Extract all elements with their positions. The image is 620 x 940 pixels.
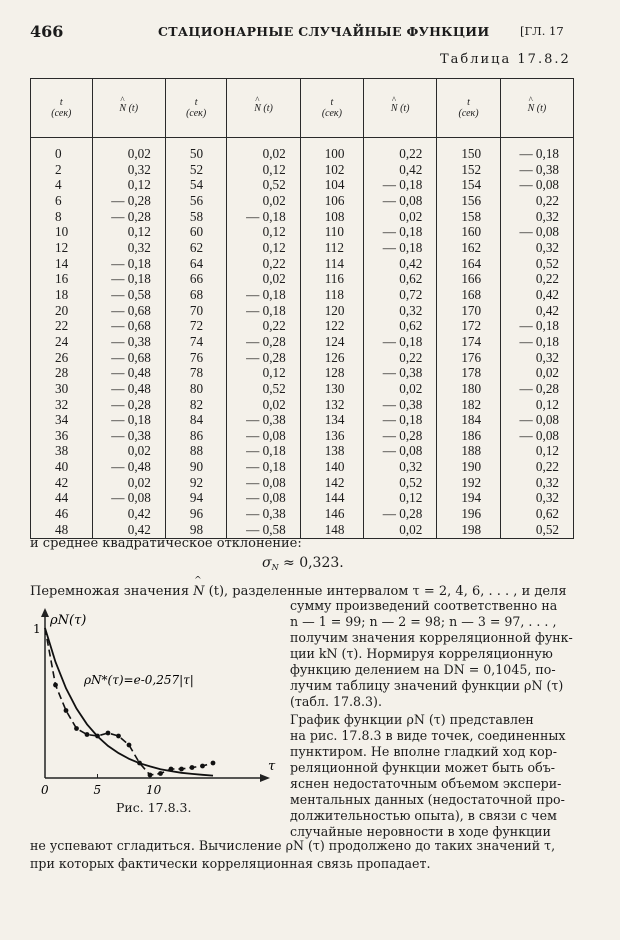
n-cell: — 0,18 — [519, 318, 559, 334]
data-point — [148, 773, 153, 778]
t-cell: 82 — [189, 396, 204, 412]
t-cell: 36 — [55, 427, 69, 443]
x-axis-arrow-icon — [260, 774, 270, 782]
t-cell: 84 — [189, 412, 204, 428]
data-point — [53, 683, 58, 688]
n-cell: — 0,28 — [111, 208, 151, 224]
t-cell: 90 — [189, 459, 204, 475]
n-cell: 0,12 — [262, 365, 286, 381]
n-cell: — 0,38 — [382, 396, 423, 412]
n-cell: — 0,18 — [519, 146, 559, 161]
t-cell: 96 — [189, 506, 204, 522]
n-cell: 0,02 — [127, 443, 151, 459]
t-cell: 130 — [324, 380, 345, 396]
n-cell: — 0,18 — [382, 239, 423, 255]
text-line-multiply: Перемножая значения ^ N (t), разделенные интервалом τ = 2, 4, 6, . . . , и деля — [30, 584, 567, 599]
table-body-row — [31, 138, 574, 539]
y-tick-label: 1 — [33, 622, 41, 636]
y-axis-label: ρN(τ) — [50, 613, 87, 628]
t-cell: 50 — [189, 146, 204, 161]
t-cell: 88 — [189, 443, 204, 459]
t-cell: 188 — [461, 443, 482, 459]
t-cell: 100 — [324, 146, 345, 161]
col-n-symbol: ^ N (t) — [391, 103, 410, 114]
n-cell: — 0,28 — [246, 349, 286, 365]
n-cell: — 0,28 — [519, 380, 559, 396]
col-header-t — [437, 79, 500, 138]
sigma-symbol: σ — [262, 555, 272, 571]
formula-label: ρN*(τ)=e-0,257|τ| — [84, 673, 194, 687]
t-cell: 46 — [55, 506, 69, 522]
n-cell: — 0,18 — [246, 208, 286, 224]
n-cell: 0,12 — [535, 396, 559, 412]
table-label: Таблица 17.8.2 — [440, 52, 571, 67]
t-cell: 112 — [324, 239, 344, 255]
t-cell: 154 — [461, 177, 482, 193]
n-cell: — 0,38 — [246, 412, 286, 428]
t-cell: 58 — [189, 208, 204, 224]
n-cell: 0,62 — [399, 318, 423, 334]
n-cell: — 0,48 — [111, 380, 151, 396]
t-cell: 182 — [461, 396, 482, 412]
t-cell: 198 — [461, 521, 482, 537]
n-cell: — 0,18 — [519, 333, 559, 349]
n-cell: — 0,08 — [519, 224, 559, 240]
n-cell: — 0,18 — [246, 443, 286, 459]
n-cell: — 0,28 — [111, 192, 151, 208]
t-cell: 170 — [461, 302, 482, 318]
n-cell: 0,42 — [399, 255, 423, 271]
t-cell: 144 — [324, 490, 345, 506]
n-cell: 0,32 — [127, 161, 151, 177]
t-cell: 114 — [324, 255, 344, 271]
col-header-n — [92, 79, 165, 138]
t-cell: 20 — [55, 302, 69, 318]
col-header-t — [165, 79, 227, 138]
t-cell: 174 — [461, 333, 482, 349]
n-cell: — 0,18 — [111, 271, 151, 287]
n-cell: 0,02 — [262, 396, 286, 412]
n-cell: 0,12 — [262, 161, 286, 177]
figure-17-8-3 — [30, 608, 280, 802]
n-cell: 0,32 — [535, 239, 559, 255]
col-n-symbol: ^ N (t) — [528, 103, 547, 114]
n-cell: — 0,28 — [382, 427, 423, 443]
t-cell: 194 — [461, 490, 482, 506]
n-cell: 0,42 — [399, 161, 423, 177]
data-point — [106, 731, 111, 736]
n-cell: 0,02 — [399, 208, 423, 224]
n-cell: — 0,18 — [246, 286, 286, 302]
col-header-n — [500, 79, 573, 138]
t-cell: 160 — [461, 224, 482, 240]
n-cell: 0,42 — [535, 302, 559, 318]
n-cell: — 0,68 — [111, 302, 151, 318]
data-point — [190, 765, 195, 770]
n-cell: — 0,58 — [246, 521, 286, 537]
right-text-line: лучим таблицу значений функции ρN (τ) — [290, 678, 564, 693]
right-text-line: (табл. 17.8.3). — [290, 694, 382, 709]
t-cell: 132 — [324, 396, 345, 412]
n-cell: 0,52 — [399, 474, 423, 490]
n-cell: — 0,28 — [246, 333, 286, 349]
n-column — [92, 138, 165, 539]
t-cell: 102 — [324, 161, 345, 177]
figure-caption: Рис. 17.8.3. — [116, 800, 192, 815]
n-cell: 0,52 — [535, 521, 559, 537]
n-cell: 0,32 — [127, 239, 151, 255]
t-cell: 48 — [55, 521, 69, 537]
data-point — [200, 764, 205, 769]
t-cell: 42 — [55, 474, 69, 490]
t-cell: 4 — [55, 177, 62, 193]
n-cell: 0,12 — [127, 224, 151, 240]
t-cell: 80 — [189, 380, 204, 396]
t-cell: 66 — [189, 271, 204, 287]
t-cell: 110 — [324, 224, 344, 240]
correlation-chart — [30, 608, 280, 798]
right-text-line: функцию делением на DN = 0,1045, по- — [290, 662, 556, 677]
text-span-b: (t), разделенные интервалом τ = 2, 4, 6, . . . , и деля — [208, 584, 567, 599]
running-title: СТАЦИОНАРНЫЕ СЛУЧАЙНЫЕ ФУНКЦИИ — [158, 24, 490, 39]
data-point — [137, 761, 142, 766]
x-axis-label: τ — [268, 759, 276, 774]
t-cell: 6 — [55, 192, 62, 208]
col-t-symbol: t — [59, 97, 63, 108]
t-cell: 28 — [55, 365, 69, 381]
n-cell: — 0,58 — [111, 286, 151, 302]
bottom-text-line: при которых фактически корреляционная связь пропадает. — [30, 856, 431, 871]
t-cell: 52 — [189, 161, 204, 177]
right-text-line: случайные неровности в ходе функции — [290, 824, 551, 839]
t-cell: 76 — [189, 349, 204, 365]
t-cell: 64 — [189, 255, 204, 271]
n-cell: 0,72 — [399, 286, 423, 302]
col-header-n — [227, 79, 300, 138]
t-cell: 54 — [189, 177, 204, 193]
t-cell: 196 — [461, 506, 482, 522]
n-cell: 0,32 — [399, 459, 423, 475]
t-cell: 32 — [55, 396, 69, 412]
t-cell: 180 — [461, 380, 482, 396]
t-cell: 136 — [324, 427, 345, 443]
table-header-row — [31, 79, 574, 138]
t-cell: 148 — [324, 521, 345, 537]
t-cell: 98 — [189, 521, 204, 537]
n-cell: — 0,38 — [246, 506, 286, 522]
n-cell: 0,22 — [535, 192, 559, 208]
t-cell: 44 — [55, 490, 69, 506]
exponential-approx-curve — [45, 628, 213, 776]
n-cell: — 0,18 — [246, 302, 286, 318]
n-cell: — 0,08 — [519, 412, 559, 428]
n-cell: 0,32 — [535, 474, 559, 490]
t-cell: 104 — [324, 177, 345, 193]
t-cell: 56 — [189, 192, 204, 208]
n-cell: — 0,08 — [111, 490, 151, 506]
t-cell: 166 — [461, 271, 482, 287]
n-cell: — 0,18 — [246, 459, 286, 475]
n-cell: 0,32 — [535, 349, 559, 365]
t-cell: 158 — [461, 208, 482, 224]
sigma-value: ≈ 0,323. — [278, 555, 344, 571]
data-table — [30, 78, 574, 539]
t-cell: 24 — [55, 333, 69, 349]
n-cell: — 0,28 — [382, 506, 423, 522]
n-cell: 0,02 — [127, 474, 151, 490]
t-cell: 26 — [55, 349, 69, 365]
n-cell: 0,42 — [127, 521, 151, 537]
right-text-line: должительностью опыта), в связи с чем — [290, 808, 557, 823]
n-column — [364, 138, 437, 539]
t-cell: 126 — [324, 349, 345, 365]
t-cell: 172 — [461, 318, 482, 334]
data-point — [74, 726, 79, 731]
t-cell: 138 — [324, 443, 345, 459]
t-cell: 8 — [55, 208, 62, 224]
col-t-unit: (сек) — [321, 108, 342, 119]
col-t-symbol: t — [194, 97, 198, 108]
n-cell: — 0,08 — [519, 177, 559, 193]
t-cell: 176 — [461, 349, 482, 365]
right-text-line: График функции ρN (τ) представлен — [290, 712, 534, 727]
n-cell: 0,02 — [262, 271, 286, 287]
col-t-unit: (сек) — [186, 108, 207, 119]
n-cell: 0,52 — [262, 380, 286, 396]
t-cell: 140 — [324, 459, 345, 475]
t-cell: 10 — [55, 224, 69, 240]
n-cell: — 0,38 — [111, 427, 151, 443]
t-cell: 62 — [189, 239, 204, 255]
data-point — [127, 743, 132, 748]
right-text-line: n — 1 = 99; n — 2 = 98; n — 3 = 97, . . . , — [290, 614, 557, 629]
page-number: 466 — [30, 22, 64, 41]
right-text-line: ции kN (τ). Нормируя корреляционную — [290, 646, 553, 661]
n-cell: 0,02 — [535, 365, 559, 381]
t-cell: 106 — [324, 192, 345, 208]
t-cell: 152 — [461, 161, 482, 177]
n-cell: 0,22 — [535, 271, 559, 287]
n-cell: 0,52 — [535, 255, 559, 271]
col-header-t — [300, 79, 363, 138]
right-text-line: получим значения корреляционной функ- — [290, 630, 573, 645]
t-cell: 168 — [461, 286, 482, 302]
t-cell: 120 — [324, 302, 345, 318]
t-cell: 108 — [324, 208, 345, 224]
n-cell: 0,12 — [262, 224, 286, 240]
n-cell: — 0,08 — [246, 474, 286, 490]
n-cell: — 0,08 — [382, 443, 423, 459]
t-cell: 72 — [189, 318, 204, 334]
t-cell: 2 — [55, 161, 62, 177]
t-column — [437, 138, 500, 539]
t-cell: 150 — [461, 146, 482, 161]
x-tick-label: 5 — [93, 783, 102, 797]
col-header-t — [31, 79, 93, 138]
data-point — [95, 734, 100, 739]
t-column — [165, 138, 227, 539]
n-cell: — 0,18 — [382, 333, 423, 349]
t-cell: 128 — [324, 365, 345, 381]
col-t-symbol: t — [467, 97, 470, 108]
n-cell: 0,02 — [127, 146, 151, 161]
t-cell: 124 — [324, 333, 345, 349]
t-cell: 16 — [55, 271, 69, 287]
t-column — [31, 138, 93, 539]
n-cell: — 0,08 — [246, 490, 286, 506]
n-cell: — 0,68 — [111, 318, 151, 334]
t-cell: 142 — [324, 474, 345, 490]
t-cell: 14 — [55, 255, 69, 271]
n-cell: 0,02 — [262, 192, 286, 208]
n-cell: 0,02 — [399, 521, 423, 537]
t-column — [300, 138, 363, 539]
right-text-line: сумму произведений соответственно на — [290, 598, 558, 613]
t-cell: 78 — [189, 365, 204, 381]
x-tick-label: 0 — [41, 783, 49, 797]
data-point — [158, 771, 163, 776]
right-text-line: яснен недостаточным объемом экспери- — [290, 776, 562, 791]
data-point — [116, 734, 121, 739]
n-cell: — 0,28 — [111, 396, 151, 412]
col-t-unit: (сек) — [51, 108, 72, 119]
n-cell: 0,32 — [399, 302, 423, 318]
n-cell: 0,52 — [262, 177, 286, 193]
t-cell: 0 — [55, 146, 62, 161]
t-cell: 38 — [55, 443, 69, 459]
n-column — [227, 138, 300, 539]
col-t-unit: (сек) — [458, 108, 479, 119]
t-cell: 12 — [55, 239, 69, 255]
n-column — [500, 138, 573, 539]
data-point — [211, 761, 216, 766]
t-cell: 146 — [324, 506, 345, 522]
t-cell: 86 — [189, 427, 204, 443]
t-cell: 134 — [324, 412, 345, 428]
n-cell: 0,22 — [262, 318, 286, 334]
t-cell: 118 — [324, 286, 344, 302]
t-cell: 40 — [55, 459, 69, 475]
n-cell: 0,22 — [535, 459, 559, 475]
bottom-text-line: не успевают сгладиться. Вычисление ρN (τ) продолжено до таких значений τ, — [30, 838, 556, 853]
t-cell: 186 — [461, 427, 482, 443]
t-cell: 122 — [324, 318, 345, 334]
n-cell: — 0,08 — [519, 427, 559, 443]
n-cell: 0,02 — [399, 380, 423, 396]
n-cell: — 0,38 — [519, 161, 559, 177]
data-point — [85, 732, 90, 737]
sigma-formula — [262, 555, 344, 572]
n-cell: — 0,08 — [246, 427, 286, 443]
n-cell: 0,62 — [535, 506, 559, 522]
t-cell: 68 — [189, 286, 204, 302]
x-tick-label: 10 — [146, 783, 162, 797]
t-cell: 162 — [461, 239, 482, 255]
t-cell: 70 — [189, 302, 204, 318]
t-cell: 164 — [461, 255, 482, 271]
n-cell: — 0,48 — [111, 459, 151, 475]
n-cell: — 0,68 — [111, 349, 151, 365]
n-cell: 0,22 — [262, 255, 286, 271]
right-text-line: на рис. 17.8.3 в виде точек, соединенных — [290, 728, 566, 743]
n-cell: 0,42 — [535, 286, 559, 302]
n-cell: 0,32 — [535, 490, 559, 506]
n-cell: 0,22 — [399, 349, 423, 365]
t-cell: 34 — [55, 412, 69, 428]
n-cell: — 0,38 — [111, 333, 151, 349]
n-cell: — 0,18 — [382, 224, 423, 240]
t-cell: 94 — [189, 490, 204, 506]
chapter-reference: [ГЛ. 17 — [520, 24, 564, 38]
t-cell: 18 — [55, 286, 69, 302]
t-cell: 184 — [461, 412, 482, 428]
t-cell: 192 — [461, 474, 482, 490]
data-point — [64, 708, 69, 713]
n-cell: 0,12 — [399, 490, 423, 506]
n-cell: 0,32 — [535, 208, 559, 224]
data-point — [179, 767, 184, 772]
t-cell: 178 — [461, 365, 482, 381]
n-cell: 0,12 — [262, 239, 286, 255]
t-cell: 190 — [461, 459, 482, 475]
n-cell: 0,22 — [399, 146, 423, 161]
t-cell: 92 — [189, 474, 204, 490]
sigma-subscript: N — [271, 563, 279, 572]
text-span-a: Перемножая значения — [30, 584, 194, 599]
n-cell: 0,12 — [535, 443, 559, 459]
n-cell: — 0,18 — [111, 412, 151, 428]
n-cell: — 0,48 — [111, 365, 151, 381]
t-cell: 30 — [55, 380, 69, 396]
col-n-symbol: ^ N (t) — [119, 103, 138, 114]
t-cell: 156 — [461, 192, 482, 208]
n-cell: 0,12 — [127, 177, 151, 193]
empirical-correlation-curve — [45, 628, 213, 775]
right-text-line: ментальных данных (недостаточной про- — [290, 792, 565, 807]
text-line-stddev: и среднее квадратическое отклонение: — [30, 536, 302, 551]
n-cell: — 0,18 — [382, 177, 423, 193]
y-axis-arrow-icon — [41, 608, 49, 617]
n-cell: 0,62 — [399, 271, 423, 287]
col-t-symbol: t — [330, 97, 334, 108]
n-cell: — 0,18 — [382, 412, 423, 428]
n-cell: — 0,08 — [382, 192, 423, 208]
n-cell: 0,02 — [262, 146, 286, 161]
right-text-line: пунктиром. Не вполне гладкий ход кор- — [290, 744, 557, 759]
n-cell: — 0,18 — [111, 255, 151, 271]
n-cell: — 0,38 — [382, 365, 423, 381]
col-header-n — [364, 79, 437, 138]
data-point — [169, 767, 174, 772]
t-cell: 74 — [189, 333, 204, 349]
t-cell: 116 — [324, 271, 344, 287]
right-text-line: реляционной функции может быть объ- — [290, 760, 555, 775]
col-n-symbol: ^ N (t) — [254, 103, 273, 114]
t-cell: 60 — [189, 224, 204, 240]
n-cell: 0,42 — [127, 506, 151, 522]
t-cell: 22 — [55, 318, 69, 334]
